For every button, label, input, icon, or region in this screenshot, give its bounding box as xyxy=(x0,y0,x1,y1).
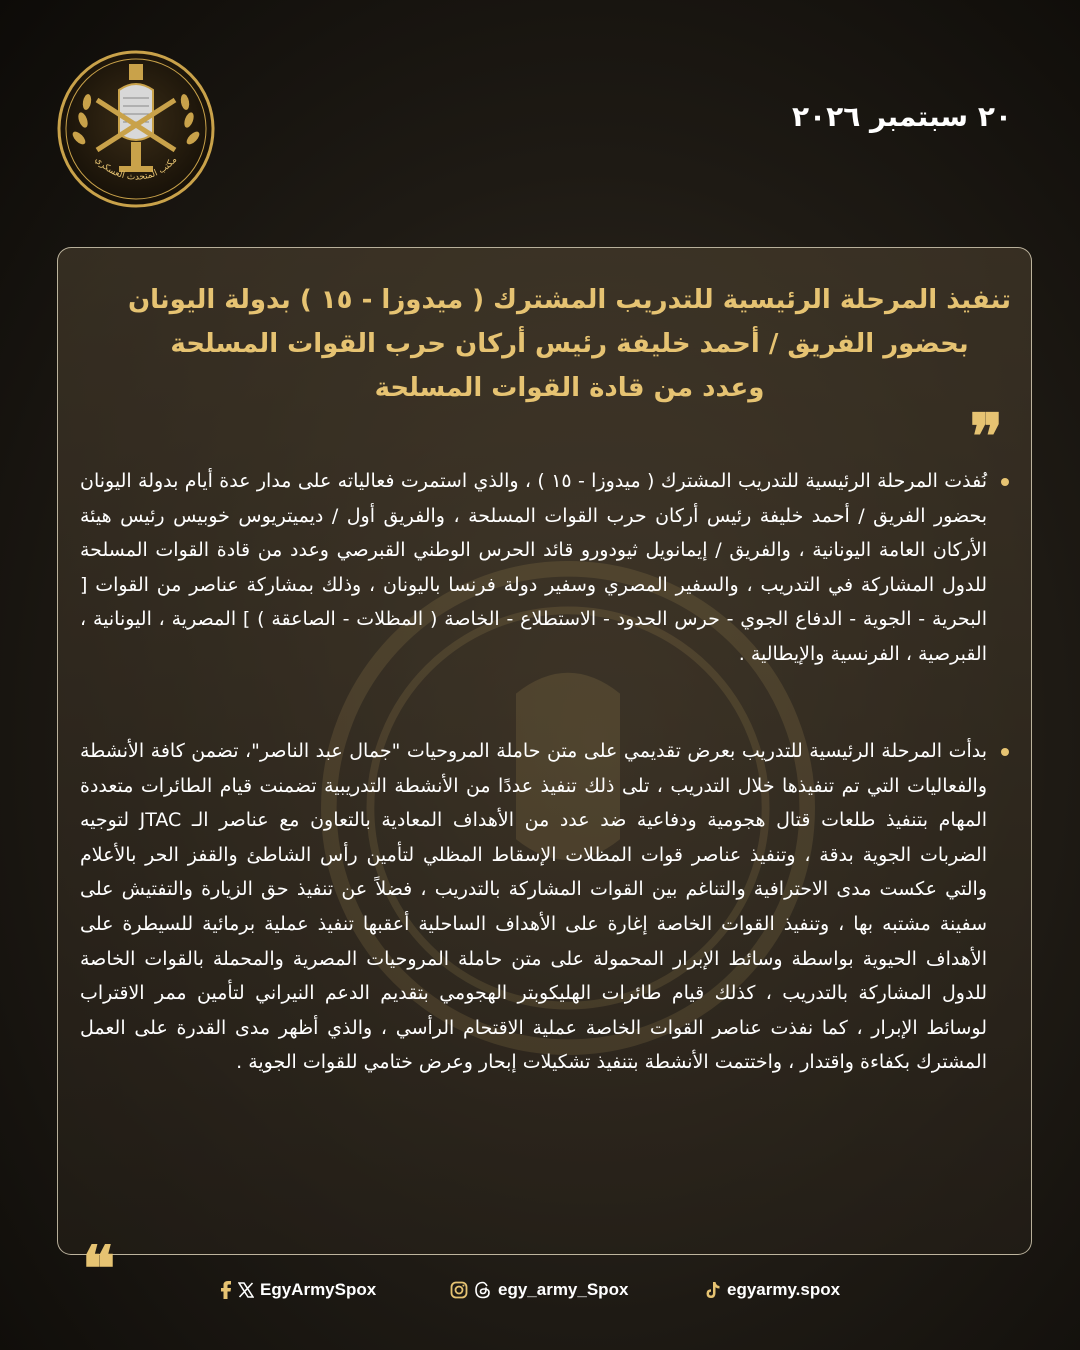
svg-text:مكتب المتحدث العسكري: مكتب المتحدث العسكري xyxy=(92,155,180,183)
quote-open-icon: ❞ xyxy=(969,400,1003,473)
footer-facebook-x[interactable] xyxy=(220,1280,376,1300)
tiktok-icon xyxy=(705,1281,721,1299)
footer-tiktok[interactable] xyxy=(705,1280,840,1300)
paragraph-text: نُفذت المرحلة الرئيسية للتدريب المشترك ( ميدوزا - ١٥ ) ، والذي استمرت فعالياته على مدار عدة أيام بدولة اليونان بحضور الفريق / أحمد خليفة رئيس أركان حرب القوات المسلحة ، والفريق أول / ديميتريوس خوبيس رئيس هيئة الأركان العامة اليونانية ، والفريق / إيمانويل ثيودورو قائد الحرس الوطني القبرصي وعدد من قادة القوات المسلحة للدول المشاركة في التدريب ، والسفير المصري وسفير دولة فرنسا باليونان ، وذلك بمشاركة عناصر من القوات [ البحرية - الجوية - الدفاع الجوي - حرس الحدود - الاستطلاع - الخاصة ( المظلات - الصاعقة ) ] المصرية ، اليونانية ، القبرصية ، الفرنسية والإيطالية . xyxy=(80,470,987,665)
quote-close-icon: ❝ xyxy=(82,1232,116,1305)
instagram-icon xyxy=(450,1281,468,1299)
article-paragraph xyxy=(80,464,987,672)
title-line: بحضور الفريق / أحمد خليفة رئيس أركان حرب القوات المسلحة xyxy=(170,329,969,359)
title-line: تنفيذ المرحلة الرئيسية للتدريب المشترك ( ميدوزا - ١٥ ) بدولة اليونان xyxy=(127,285,1011,315)
bullet-icon xyxy=(1001,748,1009,756)
paragraph-text: بدأت المرحلة الرئيسية للتدريب بعرض تقديمي على متن حاملة المروحيات "جمال عبد الناصر"، تضمن كافة الأنشطة والفعاليات التي تم تنفيذها خلال التدريب ، تلى ذلك تنفيذ عددًا من الأنشطة التدريبية تضمنت قيام الطائرات متعددة المهام بتنفيذ طلعات قتال هجومية ودفاعية ضد عدد من الأهداف المعادية بالتعاون مع عناصر الـ JTAC لتوجيه الضربات الجوية بدقة ، وتنفيذ عناصر قوات المظلات الإسقاط المظلي لتأمين رأس الشاطئ والقفز الحر بالأعلام والتي عكست مدى الاحترافية والتناغم بين القوات المشاركة بالتدريب ، فضلاً عن تنفيذ حق الزيارة والتفتيش على سفينة مشتبه بها ، وتنفيذ القوات الخاصة إغارة على الأهداف الساحلية أعقبها تنفيذ عملية برمائية للسيطرة على الأهداف الحيوية بواسطة وسائط الإبرار المحمولة على متن حاملة المروحيات المصرية والمحملة بالقوات الخاصة للدول المشاركة بالتدريب ، كذلك قيام طائرات الهليكوبتر الهجومي بتقديم الدعم النيراني لتأمين ممر الاقتراب لوسائط الإبرار ، كما نفذت عناصر القوات الخاصة عملية الاقتحام الرأسي ، والذي أظهر مدى القدرة على العمل المشترك بكفاءة واقتدار ، واختتمت الأنشطة بتنفيذ تشكيلات إبحار وعرض ختامي للقوات الجوية . xyxy=(80,740,987,1074)
emblem-icon xyxy=(57,50,215,208)
footer-label: EgyArmySpox xyxy=(260,1280,377,1299)
title-line: وعدد من قادة القوات المسلحة xyxy=(374,373,765,403)
footer-label: egy_army_Spox xyxy=(498,1280,629,1299)
article-card xyxy=(57,247,1032,1255)
facebook-icon xyxy=(220,1281,232,1299)
publication-date: ٢٠ سبتمبر ٢٠٢٦ xyxy=(791,100,1012,133)
x-icon xyxy=(238,1282,254,1298)
article-paragraph xyxy=(80,734,987,1080)
footer-instagram-threads[interactable] xyxy=(450,1280,628,1300)
footer-label: egyarmy.spox xyxy=(727,1280,841,1299)
bullet-icon xyxy=(1001,478,1009,486)
threads-icon xyxy=(474,1281,492,1299)
article-title xyxy=(128,278,1011,410)
military-spokesman-logo xyxy=(57,50,215,208)
social-footer xyxy=(0,1276,1080,1306)
